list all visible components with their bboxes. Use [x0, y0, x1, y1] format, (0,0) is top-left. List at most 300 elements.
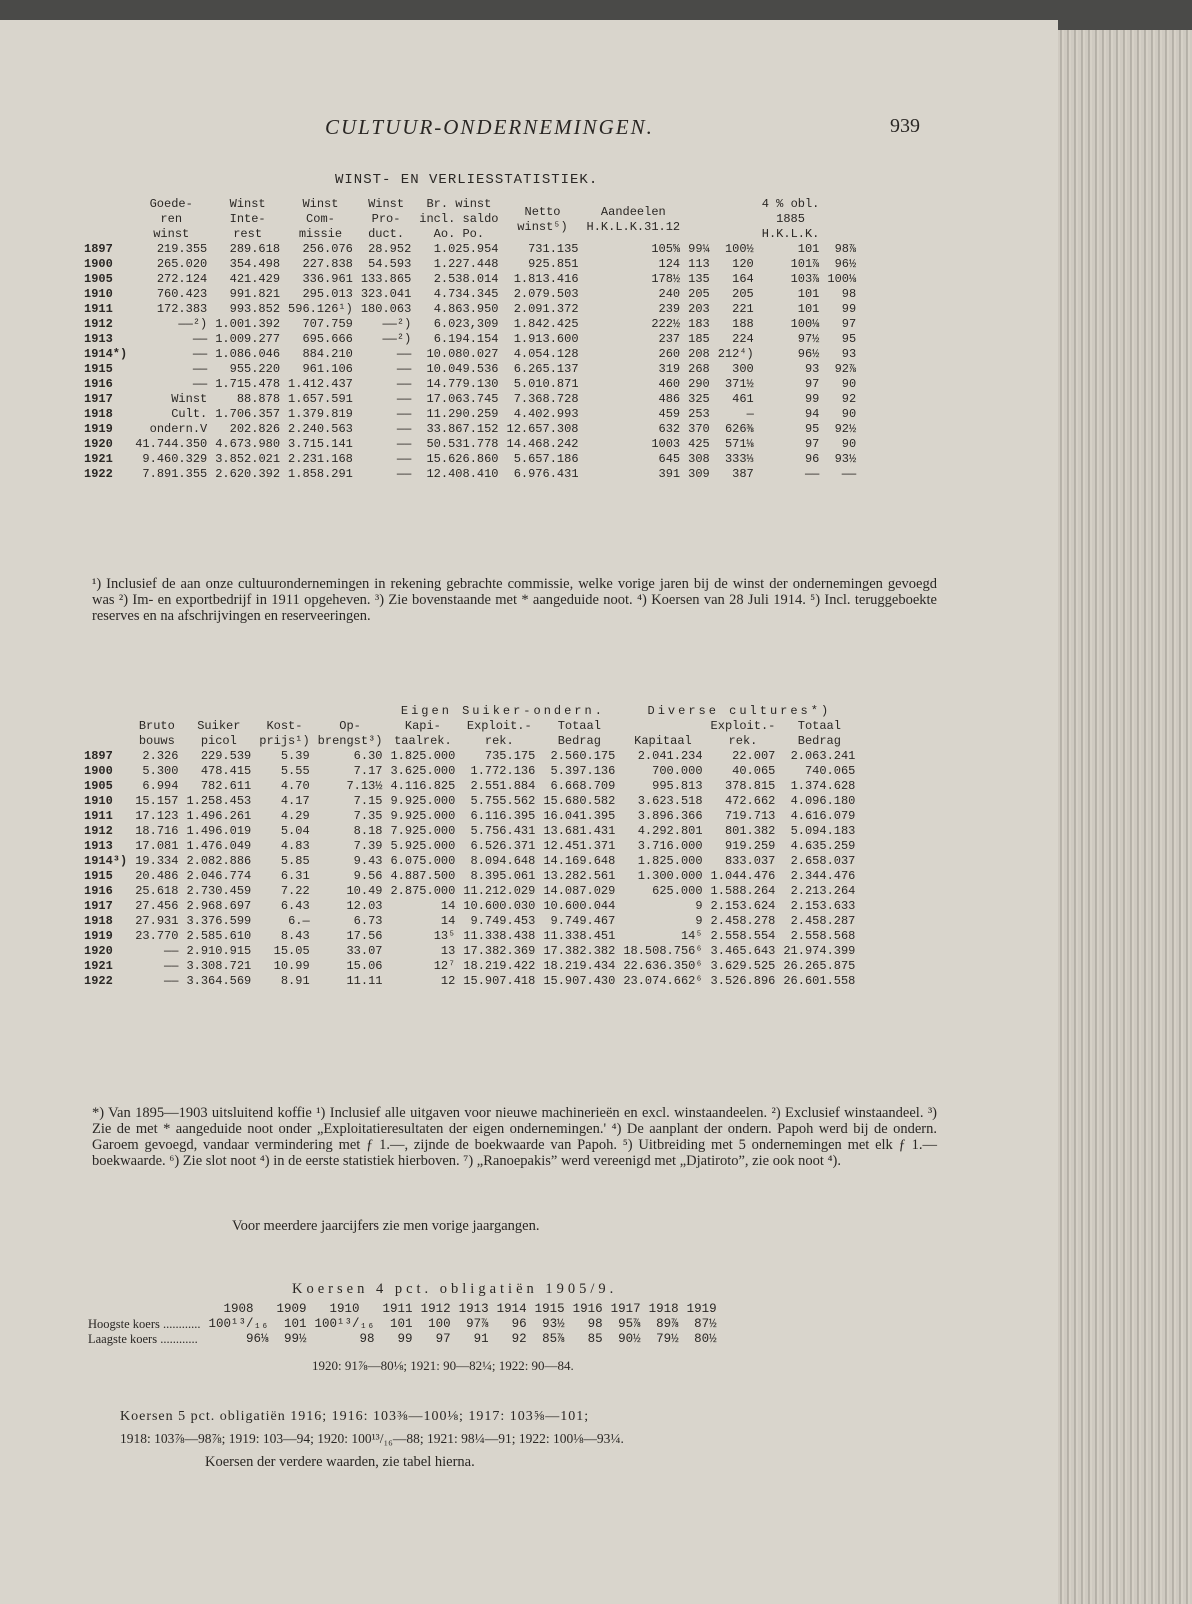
suiker-cell: 9 [695, 914, 703, 928]
suiker-cell: 1.588.264 [710, 884, 776, 898]
winst-cell: 17.063.745 [426, 392, 499, 406]
suiker-cell: 4.17 [280, 794, 310, 808]
suiker-cell: 4.70 [280, 779, 310, 793]
winst-cell: 309 [688, 467, 710, 481]
suiker-row [80, 914, 859, 929]
suiker-cell: 719.713 [724, 809, 776, 823]
winst-cell: 289.618 [229, 242, 281, 256]
koersen4-year: 1913 [458, 1302, 489, 1316]
suiker-year: 1922 [84, 974, 113, 988]
winst-cell: 178½ [651, 272, 681, 286]
suiker-cell: 27.456 [135, 899, 179, 913]
suiker-cell: 33.07 [346, 944, 383, 958]
winst-cell: 425 [688, 437, 710, 451]
suiker-cell: 2.558.568 [790, 929, 856, 943]
suiker-cell: 1.374.628 [790, 779, 856, 793]
suiker-group-spacer [80, 704, 386, 719]
suiker-cell: 5.094.183 [790, 824, 856, 838]
koersen4-cell: 87½ [694, 1317, 717, 1331]
suiker-cell: 11.338.438 [463, 929, 536, 943]
winst-cell: 101⅞ [790, 257, 820, 271]
suiker-cell: 1.300.000 [637, 869, 703, 883]
suiker-cell: 17.382.369 [463, 944, 536, 958]
winst-cell: 4.863.950 [433, 302, 499, 316]
winst-row [80, 467, 860, 482]
koersen4-year: 1914 [496, 1302, 527, 1316]
winst-cell: 164 [732, 272, 754, 286]
winst-row [80, 362, 860, 377]
suiker-cell: 3.629.525 [710, 959, 776, 973]
koersen5-line1: Koersen 5 pct. obligatiën 1916; 1916: 103⅜—100⅛; 1917: 103⅝—101; [120, 1409, 590, 1424]
winst-cell: 95 [841, 332, 857, 346]
winst-year: 1919 [84, 422, 113, 436]
suiker-row [80, 749, 859, 764]
suiker-cell: 11.11 [346, 974, 383, 988]
suiker-row [80, 929, 859, 944]
winst-cell: 9.460.329 [142, 452, 208, 466]
suiker-cell: 14.169.648 [543, 854, 616, 868]
winst-row [80, 242, 860, 257]
winst-year: 1900 [84, 257, 113, 271]
winst-cell: 2.538.014 [433, 272, 499, 286]
koersen4-year: 1909 [276, 1302, 307, 1316]
winst-cell: 1.227.448 [433, 257, 499, 271]
winst-cell: 1.858.291 [288, 467, 353, 481]
suiker-cell: 6.116.395 [470, 809, 536, 823]
suiker-cell: 7.17 [353, 764, 383, 778]
winst-cell: 54.593 [368, 257, 412, 271]
koersen4-cell: 93½ [542, 1317, 565, 1331]
winst-cell: —— [396, 422, 412, 436]
winst-cell: 300 [732, 362, 754, 376]
winst-cell: 6.194.154 [433, 332, 499, 346]
winst-col-header [80, 197, 131, 242]
suiker-cell: 4.635.259 [790, 839, 856, 853]
winst-cell: 3.715.141 [288, 437, 353, 451]
suiker-cell: 9.925.000 [390, 794, 456, 808]
suiker-cell: 2.560.175 [550, 749, 616, 763]
suiker-cell: 12 [440, 974, 456, 988]
suiker-cell: 833.037 [724, 854, 776, 868]
winst-cell: 5.010.871 [513, 377, 579, 391]
suiker-cell: 2.968.697 [186, 899, 252, 913]
winst-cell: 4.054.128 [513, 347, 579, 361]
winst-year: 1921 [84, 452, 113, 466]
winst-row [80, 302, 860, 317]
suiker-cell: 6.73 [353, 914, 383, 928]
suiker-col-header: Totaal Bedrag [797, 719, 841, 748]
winst-year: 1914*) [84, 347, 128, 361]
suiker-cell: 5.39 [280, 749, 310, 763]
suiker-cell: 26.265.875 [783, 959, 856, 973]
winst-cell: 371½ [724, 377, 754, 391]
koersen4-cell: 98 [587, 1317, 603, 1331]
koersen4-cell: 91 [473, 1332, 489, 1346]
koersen4-cell: 100 [428, 1317, 451, 1331]
winst-cell: 260 [658, 347, 681, 361]
koersen4-cell: 79½ [656, 1332, 679, 1346]
suiker-year: 1921 [84, 959, 113, 973]
koersen4-table [84, 1302, 721, 1347]
winst-cell: 632 [658, 422, 681, 436]
suiker-cell: —— [164, 944, 179, 958]
winst-cell: 93½ [834, 452, 857, 466]
book-page [0, 20, 1058, 1604]
suiker-cell: 6.— [288, 914, 310, 928]
suiker-row [80, 869, 859, 884]
winst-cell: 1.001.392 [215, 317, 281, 331]
suiker-cell: 18.716 [135, 824, 179, 838]
suiker-cell: 3.364.569 [186, 974, 252, 988]
suiker-cell: 9.56 [353, 869, 383, 883]
suiker-cell: 12⁷ [433, 959, 456, 973]
winst-cell: 95 [804, 422, 820, 436]
koersen4-extra: 1920: 91⅞—80⅛; 1921: 90—82¼; 1922: 90—84. [312, 1358, 574, 1373]
winst-cell: 290 [688, 377, 710, 391]
suiker-cell: 782.611 [200, 779, 252, 793]
suiker-cell: 6.31 [280, 869, 310, 883]
page-number: 939 [890, 115, 920, 137]
suiker-cell: 18.219.422 [463, 959, 536, 973]
winst-cell: 96 [804, 452, 820, 466]
koersen4-row-label: Hoogste koers ............ [88, 1317, 201, 1331]
book-page-edges [1050, 30, 1192, 1604]
suiker-cell: 3.716.000 [637, 839, 703, 853]
winst-year: 1913 [84, 332, 113, 346]
suiker-cell: 23.770 [135, 929, 179, 943]
winst-row [80, 407, 860, 422]
winst-cell: 460 [658, 377, 681, 391]
winst-cell: 135 [688, 272, 710, 286]
winst-cell: 1.657.591 [288, 392, 353, 406]
suiker-cell: 6.526.371 [470, 839, 536, 853]
winst-cell: 172.383 [156, 302, 208, 316]
winst-year: 1916 [84, 377, 113, 391]
suiker-cell: 1.496.261 [186, 809, 252, 823]
suiker-cell: 2.082.886 [186, 854, 252, 868]
winst-col-header: Br. winst incl. saldo Ao. Po. [419, 197, 499, 241]
suiker-cell: 14 [440, 914, 456, 928]
suiker-cell: 2.213.264 [790, 884, 856, 898]
winst-year: 1897 [84, 242, 113, 256]
koersen4-year: 1917 [610, 1302, 641, 1316]
suiker-cell: 9 [695, 899, 703, 913]
suiker-cell: 1.825.000 [637, 854, 703, 868]
koersen4-cell: 97⅞ [466, 1317, 489, 1331]
suiker-year: 1915 [84, 869, 113, 883]
suiker-row [80, 974, 859, 989]
winst-cell: ——²) [382, 332, 412, 346]
winst-row [80, 377, 860, 392]
suiker-cell: 5.756.431 [470, 824, 536, 838]
winst-cell: ——²) [178, 317, 208, 331]
suiker-cell: 1.258.453 [186, 794, 252, 808]
winst-cell: 695.666 [302, 332, 353, 346]
winst-cell: 571⅛ [724, 437, 754, 451]
winst-cell: —— [396, 362, 412, 376]
suiker-year: 1913 [84, 839, 113, 853]
winst-cell: 28.952 [368, 242, 412, 256]
winst-cell: 6.023,309 [433, 317, 499, 331]
suiker-cell: 14⁵ [680, 929, 703, 943]
suiker-cell: 12.451.371 [543, 839, 616, 853]
suiker-col-header: Bruto bouws [138, 719, 175, 748]
suiker-cell: 4.096.180 [790, 794, 856, 808]
winst-cell: 6.265.137 [513, 362, 579, 376]
suiker-cell: 13 [440, 944, 456, 958]
winst-col-header: Winst Pro- duct. [368, 197, 405, 241]
suiker-cell: 17.081 [135, 839, 179, 853]
winst-cell: 188 [732, 317, 754, 331]
suiker-cell: 3.308.721 [186, 959, 252, 973]
suiker-cell: 1.044.476 [710, 869, 776, 883]
winst-cell: 370 [688, 422, 710, 436]
suiker-cell: 15.680.582 [543, 794, 616, 808]
suiker-cell: 16.041.395 [543, 809, 616, 823]
winst-cell: 354.498 [229, 257, 281, 271]
koersen4-cell: 99 [397, 1332, 413, 1346]
suiker-cell: 4.292.801 [637, 824, 703, 838]
suiker-col-header: Totaal Bedrag [557, 719, 601, 748]
winst-cell: 325 [688, 392, 710, 406]
suiker-cell: 23.074.662⁶ [623, 974, 703, 988]
suiker-cell: 1.476.049 [186, 839, 252, 853]
winst-col-header: Goede- ren winst [149, 197, 193, 241]
winst-cell: 268 [688, 362, 710, 376]
winst-cell: —— [396, 347, 412, 361]
winst-cell: 421.429 [229, 272, 281, 286]
winst-cell: 219.355 [156, 242, 208, 256]
koersen4-cell: 98 [359, 1332, 375, 1346]
winst-cell: 319 [658, 362, 681, 376]
winst-cell: ——²) [382, 317, 412, 331]
koersen4-year: 1912 [420, 1302, 451, 1316]
suiker-cell: 2.041.234 [637, 749, 703, 763]
suiker-cell: 7.35 [353, 809, 383, 823]
suiker-cell: 18.219.434 [543, 959, 616, 973]
suiker-cell: 8.18 [353, 824, 383, 838]
winst-cell: 5.657.186 [513, 452, 579, 466]
suiker-cell: 735.175 [484, 749, 536, 763]
winst-cell: 925.851 [528, 257, 579, 271]
winst-cell: 50.531.778 [426, 437, 499, 451]
suiker-year: 1900 [84, 764, 113, 778]
suiker-cell: 4.29 [280, 809, 310, 823]
suiker-cell: 22.007 [732, 749, 776, 763]
suiker-cell: 919.259 [724, 839, 776, 853]
winst-cell: 97 [804, 437, 820, 451]
winst-row [80, 287, 860, 302]
winst-title: WINST- EN VERLIESSTATISTIEK. [335, 172, 599, 188]
winst-cell: 7.368.728 [513, 392, 579, 406]
koersen4-cell: 101 [284, 1317, 307, 1331]
suiker-row [80, 824, 859, 839]
winst-cell: 12.408.410 [426, 467, 499, 481]
suiker-row [80, 899, 859, 914]
winst-row [80, 257, 860, 272]
suiker-cell: 2.344.476 [790, 869, 856, 883]
winst-cell: Cult. [171, 407, 208, 421]
winst-cell: 2.231.168 [288, 452, 353, 466]
winst-cell: 205 [732, 287, 754, 301]
winst-cell: 295.013 [302, 287, 353, 301]
suiker-cell: 4.116.825 [390, 779, 456, 793]
winst-cell: 1.842.425 [513, 317, 579, 331]
winst-cell: 731.135 [528, 242, 579, 256]
suiker-cell: 3.526.896 [710, 974, 776, 988]
suiker-cell: 15.907.430 [543, 974, 616, 988]
suiker-cell: 15.05 [273, 944, 310, 958]
suiker-cell: 2.458.278 [710, 914, 776, 928]
suiker-cell: 8.43 [280, 929, 310, 943]
suiker-col-header: Exploit.- rek. [710, 719, 776, 748]
winst-cell: 97 [841, 317, 857, 331]
winst-cell: 1.813.416 [513, 272, 579, 286]
winst-cell: —— [396, 452, 412, 466]
winst-cell: 707.759 [302, 317, 353, 331]
suiker-cell: 3.623.518 [637, 794, 703, 808]
winst-col-header: 4 % obl. 1885 H.K.L.K. [761, 197, 820, 241]
suiker-cell: 7.22 [280, 884, 310, 898]
suiker-col-header [80, 719, 131, 749]
winst-cell: 333⅓ [724, 452, 754, 466]
suiker-cell: 4.616.079 [790, 809, 856, 823]
suiker-year: 1912 [84, 824, 113, 838]
koersen4-row [84, 1317, 721, 1332]
winst-cell: 212⁴) [717, 347, 754, 361]
koersen4-year: 1916 [572, 1302, 603, 1316]
suiker-cell: 5.755.562 [470, 794, 536, 808]
suiker-cell: 2.585.610 [186, 929, 252, 943]
winst-cell: 15.626.860 [426, 452, 499, 466]
winst-cell: 993.852 [229, 302, 281, 316]
koersen4-year: 1911 [382, 1302, 413, 1316]
winst-cell: —— [804, 467, 820, 481]
winst-year: 1911 [84, 302, 113, 316]
suiker-cell: 10.99 [273, 959, 310, 973]
suiker-row [80, 959, 859, 974]
winst-cell: 185 [688, 332, 710, 346]
winst-cell: 955.220 [229, 362, 281, 376]
winst-cell: 459 [658, 407, 681, 421]
suiker-cell: 40.065 [732, 764, 776, 778]
winst-cell: 97½ [797, 332, 820, 346]
winst-col-header [714, 197, 758, 242]
winst-cell: 239 [658, 302, 681, 316]
winst-cell: —— [192, 377, 208, 391]
suiker-cell: 2.063.241 [790, 749, 856, 763]
winst-cell: 203 [688, 302, 710, 316]
winst-cell: 94 [804, 407, 820, 421]
suiker-cell: 4.83 [280, 839, 310, 853]
winst-cell: 1.412.437 [288, 377, 353, 391]
winst-row [80, 437, 860, 452]
koersen4-cell: 85 [587, 1332, 603, 1346]
suiker-cell: 9.749.467 [550, 914, 616, 928]
suiker-cell: 1.496.019 [186, 824, 252, 838]
suiker-year: 1919 [84, 929, 113, 943]
suiker-cell: 801.382 [724, 824, 776, 838]
winst-cell: 90 [841, 377, 857, 391]
winst-cell: 6.976.431 [513, 467, 579, 481]
suiker-cell: 10.600.030 [463, 899, 536, 913]
winst-cell: 100½ [724, 242, 754, 256]
winst-cell: 224 [732, 332, 754, 346]
winst-header-row [80, 197, 860, 242]
suiker-year: 1916 [84, 884, 113, 898]
winst-cell: —— [192, 347, 208, 361]
suiker-cell: 2.658.037 [790, 854, 856, 868]
winst-cell: 3.852.021 [215, 452, 281, 466]
winst-cell: 1.913.600 [513, 332, 579, 346]
winst-cell: 98 [841, 287, 857, 301]
winst-year: 1912 [84, 317, 113, 331]
suiker-cell: 12.03 [346, 899, 383, 913]
winst-cell: —— [396, 467, 412, 481]
winst-year: 1918 [84, 407, 113, 421]
winst-cell: 991.821 [229, 287, 281, 301]
suiker-year: 1911 [84, 809, 113, 823]
meer-jaarcijfers-note: Voor meerdere jaarcijfers zie men vorige jaargangen. [232, 1218, 540, 1234]
winst-cell: 884.210 [302, 347, 353, 361]
suiker-cell: 7.925.000 [390, 824, 456, 838]
winst-cell: 10.080.027 [426, 347, 499, 361]
suiker-cell: 9.43 [353, 854, 383, 868]
suiker-cell: 7.13½ [346, 779, 383, 793]
suiker-cell: 5.55 [280, 764, 310, 778]
winst-cell: 99¼ [688, 242, 710, 256]
suiker-cell: 2.153.624 [710, 899, 776, 913]
suiker-col-header: Op- brengst³) [317, 719, 383, 748]
winst-row [80, 272, 860, 287]
suiker-cell: 4.887.500 [390, 869, 456, 883]
suiker-year: 1910 [84, 794, 113, 808]
winst-cell: 92 [841, 392, 857, 406]
suiker-row [80, 839, 859, 854]
suiker-cell: 13.282.561 [543, 869, 616, 883]
winst-cell: 99 [841, 302, 857, 316]
suiker-cell: 2.910.915 [186, 944, 252, 958]
winst-cell: 265.020 [156, 257, 208, 271]
winst-cell: — [746, 407, 754, 421]
winst-cell: 100⅛ [827, 272, 857, 286]
suiker-group-eigen: Eigen Suiker-ondern. [400, 704, 605, 718]
suiker-cell: 472.662 [724, 794, 776, 808]
winst-cell: 41.744.350 [135, 437, 208, 451]
winst-cell: 1.009.277 [215, 332, 281, 346]
winst-cell: 120 [732, 257, 754, 271]
winst-col-header: Netto winst⁵) [517, 204, 568, 234]
winst-cell: 2.079.503 [513, 287, 579, 301]
winst-col-header: Winst Com- missie [298, 197, 343, 241]
winst-cell: 760.423 [156, 287, 208, 301]
winst-year: 1905 [84, 272, 113, 286]
suiker-cell: 2.558.554 [710, 929, 776, 943]
suiker-cell: 15.06 [346, 959, 383, 973]
suiker-cell: 3.376.599 [186, 914, 252, 928]
suiker-cell: 2.551.884 [470, 779, 536, 793]
koersen4-years-row [84, 1302, 721, 1317]
suiker-cell: 7.15 [353, 794, 383, 808]
winst-cell: —— [396, 407, 412, 421]
suiker-cell: 5.300 [142, 764, 179, 778]
suiker-row [80, 794, 859, 809]
winst-year: 1922 [84, 467, 113, 481]
winst-cell: 391 [658, 467, 681, 481]
winst-cell: 221 [732, 302, 754, 316]
winst-cell: 2.620.392 [215, 467, 281, 481]
suiker-group-diverse: Diverse cultures*) [647, 704, 832, 718]
